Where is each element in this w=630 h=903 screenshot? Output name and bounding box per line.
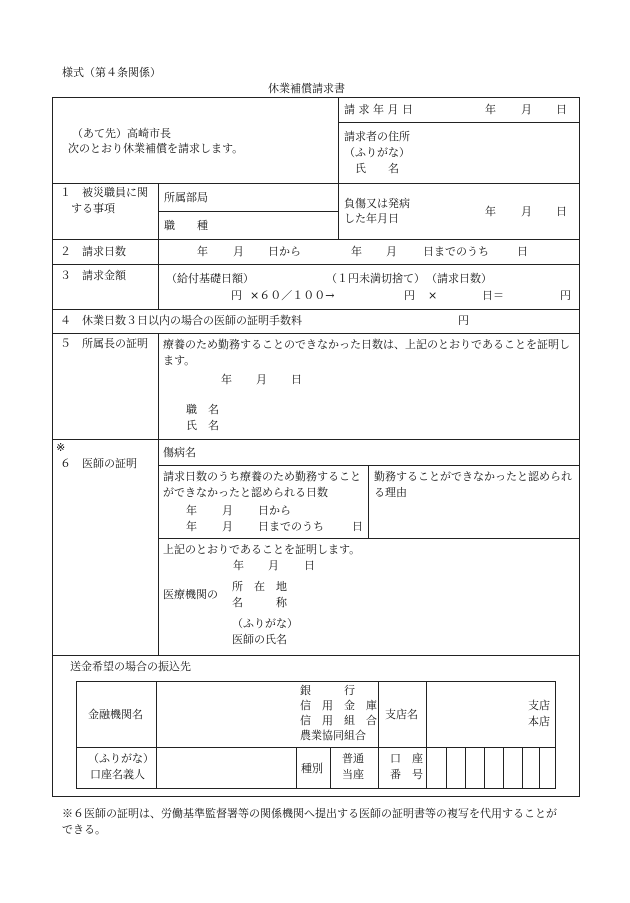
divider xyxy=(158,538,580,539)
doctor-start-month[interactable]: 月 xyxy=(222,504,233,517)
daily-base-label: （給付基礎日額） xyxy=(166,272,254,285)
section5-label: ５ 所属長の証明 xyxy=(60,337,148,350)
branch-label: 支店名 xyxy=(385,708,418,721)
bank-heading: 送金希望の場合の振込先 xyxy=(70,660,191,673)
divider xyxy=(158,465,580,466)
doctor-start-day[interactable]: 日から xyxy=(258,504,291,517)
account-kind-label: 種別 xyxy=(301,762,323,775)
request-days-label: （請求日数） xyxy=(426,272,492,285)
supervisor-name-label[interactable]: 氏 名 xyxy=(186,419,219,432)
digit-cell xyxy=(539,747,540,789)
institution-location-label[interactable]: 所 在 地 xyxy=(232,580,287,593)
request-text: 次のとおり休業補償を請求します。 xyxy=(68,142,244,155)
divider xyxy=(158,333,159,655)
account-holder-label: 口座名義人 xyxy=(90,768,145,781)
times-sign: × xyxy=(428,289,438,302)
divider xyxy=(426,681,427,789)
doctor-name-label[interactable]: 医師の氏名 xyxy=(232,633,287,646)
account-kind-ordinary[interactable]: 普通 xyxy=(342,752,364,765)
institution-label: 医療機関の xyxy=(163,588,218,601)
section1-label-cont: する事項 xyxy=(60,202,115,215)
supervisor-month[interactable]: 月 xyxy=(256,373,267,386)
period-start-day[interactable]: 日から xyxy=(268,245,301,258)
form-label: 様式（第４条関係） xyxy=(62,66,161,79)
supervisor-cert-text: 療養のため勤務することのできなかった日数は、上記のとおりであることを証明します。 xyxy=(163,338,570,367)
doctor-end-month[interactable]: 月 xyxy=(222,520,233,533)
period-end-year[interactable]: 年 xyxy=(351,245,362,258)
account-number-label-cont: 番 号 xyxy=(390,768,423,781)
account-number-label: 口 座 xyxy=(390,752,423,765)
digit-cell xyxy=(522,747,523,789)
doctor-cert-month[interactable]: 月 xyxy=(268,559,279,572)
supervisor-post-label[interactable]: 職 名 xyxy=(186,403,219,416)
section2-label: ２ 請求日数 xyxy=(60,245,126,258)
digit-cell xyxy=(446,747,447,789)
injury-month[interactable]: 月 xyxy=(521,205,532,218)
injury-year[interactable]: 年 xyxy=(485,205,496,218)
disease-name-label[interactable]: 傷病名 xyxy=(163,446,196,459)
doctor-furigana-label[interactable]: （ふりがな） xyxy=(232,617,298,630)
divider xyxy=(52,239,580,240)
note-mark: ※ xyxy=(56,441,66,454)
divider xyxy=(330,747,331,789)
addressee: （あて先）高崎市長 xyxy=(72,127,171,140)
reason-label[interactable]: 勤務することができなかったと認められる理由 xyxy=(374,470,572,499)
divider xyxy=(378,681,379,747)
period-end-month[interactable]: 月 xyxy=(386,245,397,258)
section4-label: ４ 休業日数３日以内の場合の医師の証明手数料 xyxy=(60,314,302,327)
injury-date-label-cont: した年月日 xyxy=(344,212,399,225)
days-equals[interactable]: 日＝ xyxy=(482,289,504,302)
job-type-label[interactable]: 職 種 xyxy=(164,219,208,232)
doctor-cert-year[interactable]: 年 xyxy=(233,559,244,572)
divider xyxy=(52,309,580,310)
digit-cell xyxy=(484,747,485,789)
doctor-days-text: 請求日数のうち療養のため勤務することができなかったと認められる日数 xyxy=(163,470,361,499)
section1-label: １ 被災職員に関 xyxy=(60,186,148,199)
period-start-year[interactable]: 年 xyxy=(197,245,208,258)
divider xyxy=(296,747,297,789)
total-amount[interactable]: 円 xyxy=(560,289,571,302)
injury-day[interactable]: 日 xyxy=(556,205,567,218)
period-end-day[interactable]: 日までのうち xyxy=(423,245,489,258)
divider xyxy=(158,211,338,212)
digit-cell xyxy=(503,747,504,789)
bank-type-shinkin[interactable]: 信 用 金 庫 xyxy=(300,699,377,712)
doctor-days[interactable]: 日 xyxy=(352,520,363,533)
bank-name-label: 金融機関名 xyxy=(88,708,143,721)
branch-option[interactable]: 支店 xyxy=(528,699,550,712)
calc-amount[interactable]: 円 xyxy=(404,289,415,302)
doctor-start-year[interactable]: 年 xyxy=(186,504,197,517)
claimant-name-label[interactable]: 氏 名 xyxy=(355,162,399,175)
form-title: 休業補償請求書 xyxy=(268,82,345,95)
divider xyxy=(338,97,339,239)
request-year[interactable]: 年 xyxy=(485,103,496,116)
bank-type-agri-coop[interactable]: 農業協同組合 xyxy=(300,729,366,742)
bank-type-bank[interactable]: 銀 行 xyxy=(300,684,355,697)
rate-formula: ×６０／１００→ xyxy=(250,289,335,302)
divider xyxy=(52,183,580,184)
divider xyxy=(368,465,369,538)
head-office-option[interactable]: 本店 xyxy=(528,715,550,728)
divider xyxy=(378,747,379,789)
bank-type-credit-union[interactable]: 信 用 組 合 xyxy=(300,714,377,727)
request-days[interactable]: 日 xyxy=(517,245,528,258)
doctor-end-day[interactable]: 日までのうち xyxy=(258,520,324,533)
request-day[interactable]: 日 xyxy=(556,103,567,116)
holder-furigana-label: （ふりがな） xyxy=(88,752,154,765)
doctor-cert-text: 上記のとおりであることを証明します。 xyxy=(163,543,361,556)
divider xyxy=(158,239,159,309)
doctor-end-year[interactable]: 年 xyxy=(186,520,197,533)
injury-date-label: 負傷又は発病 xyxy=(344,197,410,210)
section3-label: ３ 請求金額 xyxy=(60,269,126,282)
divider xyxy=(338,122,580,123)
divider xyxy=(156,681,157,789)
doctor-cert-day[interactable]: 日 xyxy=(304,559,315,572)
department-label[interactable]: 所属部局 xyxy=(164,191,208,204)
request-date-label: 請 求 年 月 日 xyxy=(344,103,413,116)
request-month[interactable]: 月 xyxy=(521,103,532,116)
claimant-furigana-label[interactable]: （ふりがな） xyxy=(344,146,410,159)
certificate-fee[interactable]: 円 xyxy=(458,314,469,327)
divider xyxy=(52,264,580,265)
footnote: ※６医師の証明は、労働基準監督署等の関係機関へ提出する医師の証明書等の複写を代用することができる。 xyxy=(62,807,557,836)
supervisor-year[interactable]: 年 xyxy=(221,373,232,386)
period-start-month[interactable]: 月 xyxy=(233,245,244,258)
claimant-address-label[interactable]: 請求者の住所 xyxy=(344,130,410,143)
divider xyxy=(52,655,580,656)
base-amount[interactable]: 円 xyxy=(231,289,242,302)
divider xyxy=(52,439,580,440)
account-kind-current[interactable]: 当座 xyxy=(342,768,364,781)
divider xyxy=(52,333,580,334)
supervisor-day[interactable]: 日 xyxy=(291,373,302,386)
section6-label: ６ 医師の証明 xyxy=(60,457,137,470)
institution-name-label[interactable]: 名 称 xyxy=(232,596,287,609)
digit-cell xyxy=(465,747,466,789)
rounding-note: （１円未満切捨て） xyxy=(326,272,425,285)
